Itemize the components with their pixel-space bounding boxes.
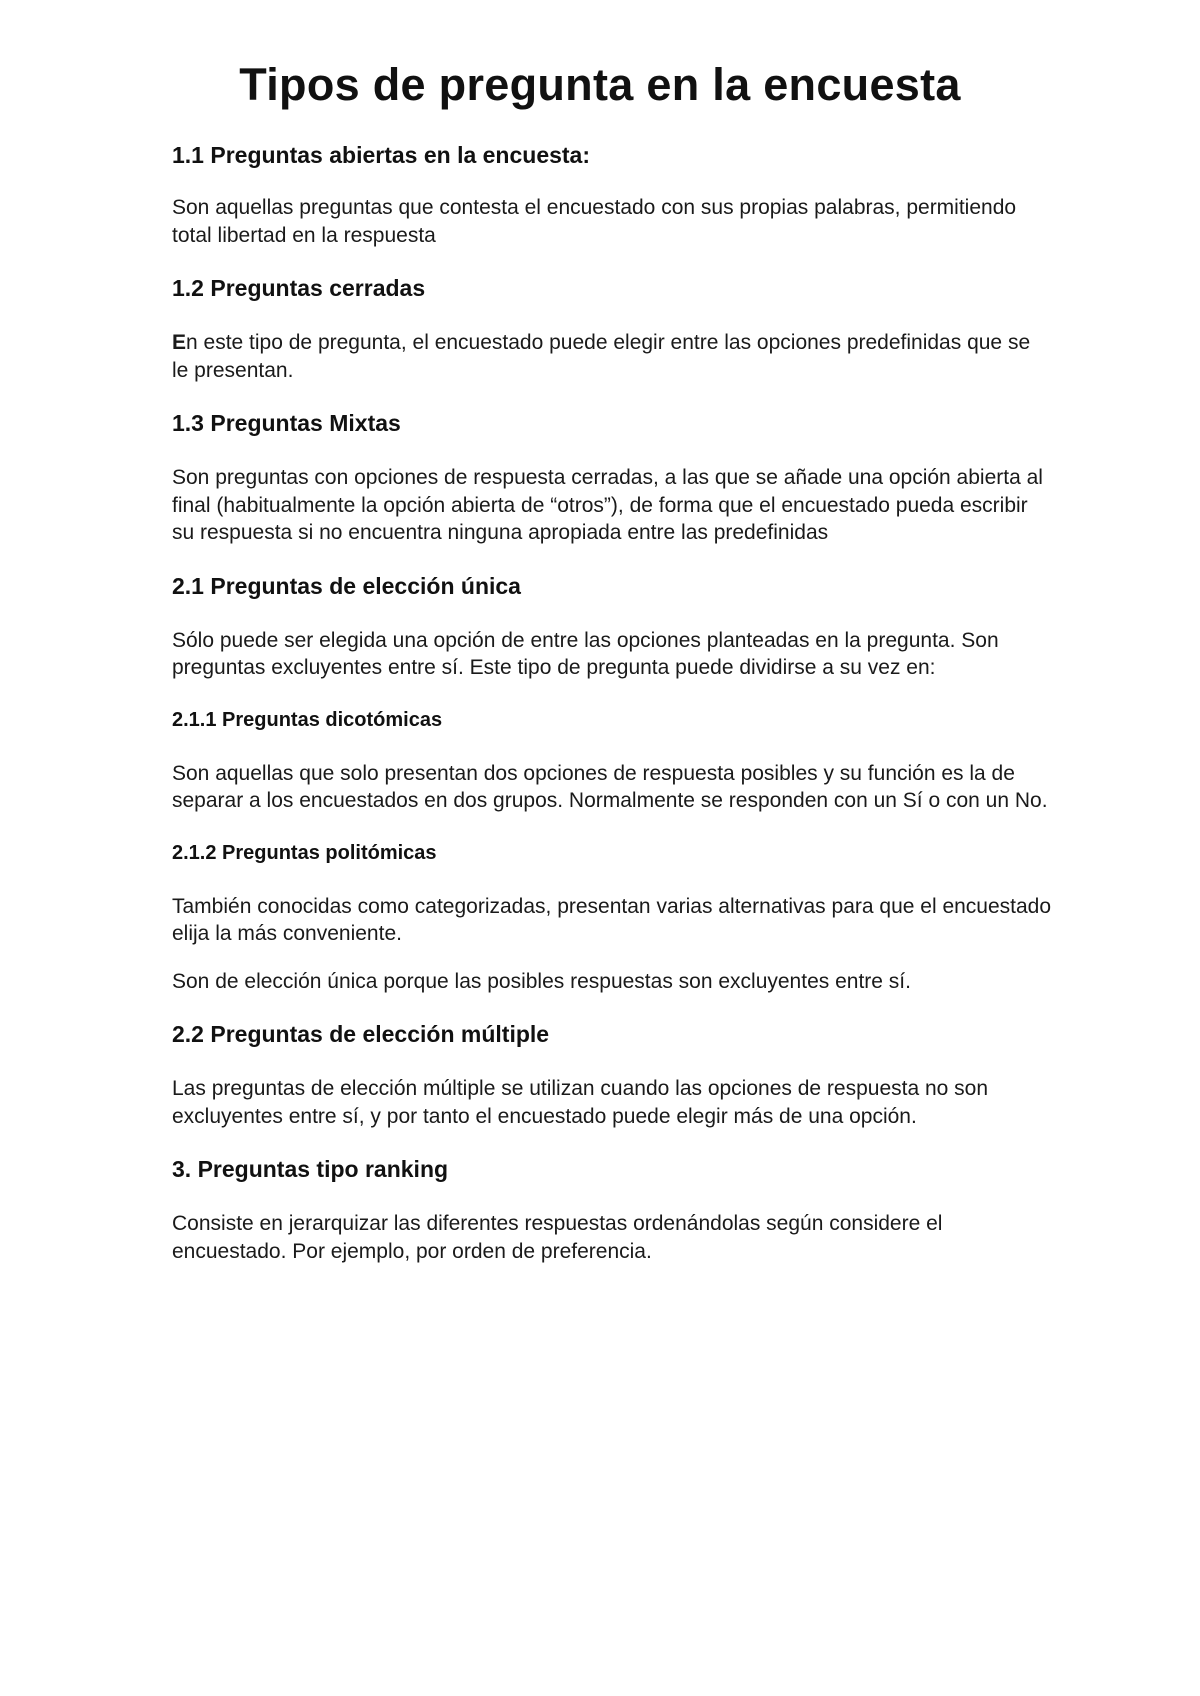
section-paragraph-2-1: Sólo puede ser elegida una opción de entre las opciones planteadas en la pregunta. Son preguntas excluyentes entre sí. Este tipo de pregunta puede dividirse a su vez en: (172, 628, 999, 679)
paragraph-lead-letter: E (172, 331, 187, 354)
section-heading-2-1-2: 2.1.2 Preguntas politómicas (172, 841, 437, 864)
section-paragraph-2-2: Las preguntas de elección múltiple se utilizan cuando las opciones de respuesta no son excluyentes entre sí, y por tanto el encuestado puede elegir más de una opción. (172, 1077, 989, 1128)
section-heading-2-1: 2.1 Preguntas de elección única (172, 572, 521, 599)
section-paragraph-3: Consiste en jerarquizar las diferentes respuestas ordenándolas según considere el encuestado. Por ejemplo, por orden de preferencia. (172, 1212, 943, 1263)
section-paragraph-2-1-2-second: Son de elección única porque las posibles respuestas son excluyentes entre sí. (172, 969, 911, 993)
section-heading-1-1: 1.1 Preguntas abiertas en la encuesta: (172, 142, 591, 168)
document-title: Tipos de pregunta en la encuesta (239, 59, 961, 110)
section-paragraph-2-1-1: Son aquellas que solo presentan dos opciones de respuesta posibles y su función es la de separar a los encuestados en dos grupos. Normalmente se responden con un Sí o con un No. (172, 761, 1048, 812)
section-paragraph-1-3: Son preguntas con opciones de respuesta cerradas, a las que se añade una opción abierta al final (habitualmente la opción abierta de “otros”), de forma que el encuestado pueda escribir su respuesta si no encuentra ninguna apropiada entre las predefinidas (172, 466, 1043, 544)
paragraph-text: n este tipo de pregunta, el encuestado puede elegir entre las opciones predefinidas que se le presentan. (172, 331, 1031, 382)
section-paragraph-1-2 (172, 329, 1052, 384)
section-heading-2-2: 2.2 Preguntas de elección múltiple (172, 1021, 550, 1047)
section-heading-1-3: 1.3 Preguntas Mixtas (172, 410, 401, 436)
document-body (172, 140, 1052, 1265)
section-paragraph-2-1-2: También conocidas como categorizadas, presentan varias alternativas para que el encuestado elija la más conveniente. (172, 894, 1052, 945)
section-heading-2-1-1: 2.1.1 Preguntas dicotómicas (172, 708, 443, 731)
section-heading-1-2: 1.2 Preguntas cerradas (172, 275, 426, 301)
section-paragraph-1-1: Son aquellas preguntas que contesta el encuestado con sus propias palabras, permitiendo total libertad en la respuesta (172, 196, 1017, 247)
section-heading-3: 3. Preguntas tipo ranking (172, 1156, 449, 1182)
